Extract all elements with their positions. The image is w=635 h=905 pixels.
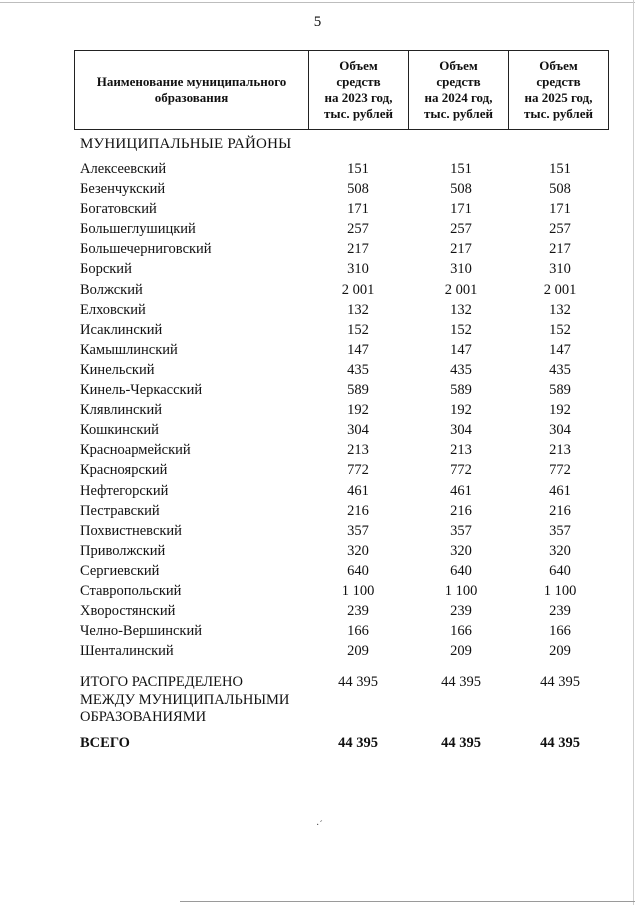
header-2023-cell [309,51,409,130]
header-2024-line: на 2024 год, [424,90,493,105]
district-name: Кинель-Черкасский [80,382,203,399]
value-2025: 132 [549,301,571,318]
district-name: Борский [80,261,132,278]
page-number: 5 [313,14,322,30]
district-name: Безенчукский [80,181,166,198]
district-rows [0,159,635,661]
value-2023: 772 [347,462,369,479]
value-2023: 147 [347,341,369,358]
table-row [0,641,635,661]
table-row [0,179,635,199]
value-2023: 640 [347,562,369,579]
table-row [0,280,635,300]
table-row [0,400,635,420]
value-2024: 772 [450,462,472,479]
value-2025: 435 [549,361,571,378]
value-2024: 640 [450,562,472,579]
value-2023: 192 [347,402,369,419]
value-2025: 772 [549,462,571,479]
district-name: Красноармейский [80,442,191,459]
table-row [0,300,635,320]
value-2024: 213 [450,442,472,459]
distributed-total-label [80,674,320,727]
value-2025: 147 [549,341,571,358]
value-2023: 2 001 [341,281,375,298]
table-row [0,340,635,360]
table-row [0,159,635,179]
district-name: Нефтегорский [80,482,169,499]
value-2025: 1 100 [543,582,577,599]
value-2024: 151 [450,161,472,177]
value-2024: 1 100 [444,582,478,599]
district-name: Клявлинский [80,402,162,419]
value-2024: 239 [450,603,472,620]
district-name: Исаклинский [80,321,163,338]
table-row [0,501,635,521]
value-2023: 320 [347,542,369,559]
value-2023: 152 [347,321,369,338]
value-2023: 304 [347,422,369,439]
value-2025: 640 [549,562,571,579]
district-name: Волжский [80,281,143,298]
table-row [0,561,635,581]
district-name: Приволжский [80,542,166,559]
table-header [74,50,609,130]
header-2023-line: тыс. рублей [324,106,393,121]
header-2024-line: средств [436,74,481,89]
value-2025: 166 [549,623,571,640]
header-2025-line: на 2025 год, [524,90,593,105]
value-2024: 2 001 [444,281,478,298]
value-2024: 166 [450,623,472,640]
value-2025: 461 [549,482,571,499]
table-row [0,440,635,460]
district-name: Большеглушицкий [80,221,196,238]
value-2024: 357 [450,522,472,539]
table-row [0,581,635,601]
district-name: Красноярский [80,462,168,479]
value-2025: 589 [549,382,571,399]
table-row [0,259,635,279]
district-name: Сергиевский [80,562,160,579]
value-2023: 435 [347,361,369,378]
header-2023-line: на 2023 год, [324,90,393,105]
table-row [0,420,635,440]
header-name-line: Наименование муниципального [96,74,287,89]
district-name: Камышлинский [80,341,178,358]
value-2023: 357 [347,522,369,539]
table-row [0,199,635,219]
header-2025-cell [509,51,609,130]
value-2023: 310 [347,261,369,278]
header-2023-line: средств [336,74,381,89]
distributed-total-label-line: МЕЖДУ МУНИЦИПАЛЬНЫМИ [80,691,290,708]
value-2025: 310 [549,261,571,278]
table-row [0,481,635,501]
header-2024-line: тыс. рублей [424,106,493,121]
table-row [0,320,635,340]
value-2023: 213 [347,442,369,459]
value-2023: 461 [347,482,369,499]
value-2023: 508 [347,181,369,198]
district-name: Шенталинский [80,643,174,660]
table-row [0,621,635,641]
table-row [0,521,635,541]
value-2024: 589 [450,382,472,399]
value-2024: 257 [450,221,472,238]
header-2023-line: Объем [339,58,378,73]
table-row [0,601,635,621]
value-2023: 209 [347,643,369,660]
district-name: Кошкинский [80,422,159,439]
value-2025: 304 [549,422,571,439]
district-name: Пестравский [80,502,160,519]
distributed-total-2023: 44 395 [338,674,378,690]
value-2025: 257 [549,221,571,238]
district-name: Похвистневский [80,522,182,539]
grand-total-label: ВСЕГО [80,735,130,751]
table-row [0,239,635,259]
district-name: Елховский [80,301,146,318]
value-2025: 213 [549,442,571,459]
value-2025: 171 [549,201,571,218]
header-2025-line: тыс. рублей [524,106,593,121]
value-2025: 239 [549,603,571,620]
table-row [0,380,635,400]
bottom-scan-edge [180,901,635,902]
table-row [0,541,635,561]
value-2025: 217 [549,241,571,258]
value-2023: 239 [347,603,369,620]
value-2023: 257 [347,221,369,238]
header-name-cell [75,51,309,130]
value-2024: 304 [450,422,472,439]
district-name: Богатовский [80,201,157,218]
value-2024: 171 [450,201,472,218]
section-title: МУНИЦИПАЛЬНЫЕ РАЙОНЫ [80,136,292,152]
value-2023: 166 [347,623,369,640]
distributed-total-label-line: ОБРАЗОВАНИЯМИ [80,709,207,725]
value-2024: 508 [450,181,472,198]
distributed-total-2025: 44 395 [540,674,580,690]
table-row [0,360,635,380]
header-2025-line: Объем [539,58,578,73]
value-2024: 216 [450,502,472,519]
value-2023: 171 [347,201,369,218]
value-2024: 310 [450,261,472,278]
district-name: Хворостянский [80,603,176,620]
header-name-line: образования [154,90,229,105]
value-2023: 589 [347,382,369,399]
value-2024: 147 [450,341,472,358]
value-2024: 192 [450,402,472,419]
grand-total-2023: 44 395 [338,735,378,751]
value-2024: 132 [450,301,472,318]
table-row [0,219,635,239]
value-2024: 152 [450,321,472,338]
value-2025: 508 [549,181,571,198]
value-2023: 132 [347,301,369,318]
value-2023: 217 [347,241,369,258]
value-2025: 216 [549,502,571,519]
district-name: Ставропольский [80,582,182,599]
value-2025: 151 [549,161,571,177]
value-2024: 217 [450,241,472,258]
value-2025: 2 001 [543,281,577,298]
district-name: Алексеевский [80,161,167,177]
scan-speck: ·´ [316,820,323,831]
table-row [0,460,635,480]
header-2025-line: средств [536,74,581,89]
value-2024: 320 [450,542,472,559]
district-name: Челно-Вершинский [80,623,202,640]
value-2023: 216 [347,502,369,519]
value-2024: 209 [450,643,472,660]
value-2023: 151 [347,161,369,177]
value-2024: 461 [450,482,472,499]
value-2025: 209 [549,643,571,660]
grand-total-2025: 44 395 [540,735,580,751]
value-2025: 192 [549,402,571,419]
header-2024-line: Объем [439,58,478,73]
district-name: Кинельский [80,361,155,378]
top-scan-edge [0,2,635,3]
header-2024-cell [409,51,509,130]
grand-total-2024: 44 395 [441,735,481,751]
value-2024: 435 [450,361,472,378]
district-name: Большечерниговский [80,241,212,258]
value-2025: 152 [549,321,571,338]
distributed-total-2024: 44 395 [441,674,481,690]
value-2025: 320 [549,542,571,559]
value-2025: 357 [549,522,571,539]
value-2023: 1 100 [341,582,375,599]
distributed-total-label-line: ИТОГО РАСПРЕДЕЛЕНО [80,674,243,690]
